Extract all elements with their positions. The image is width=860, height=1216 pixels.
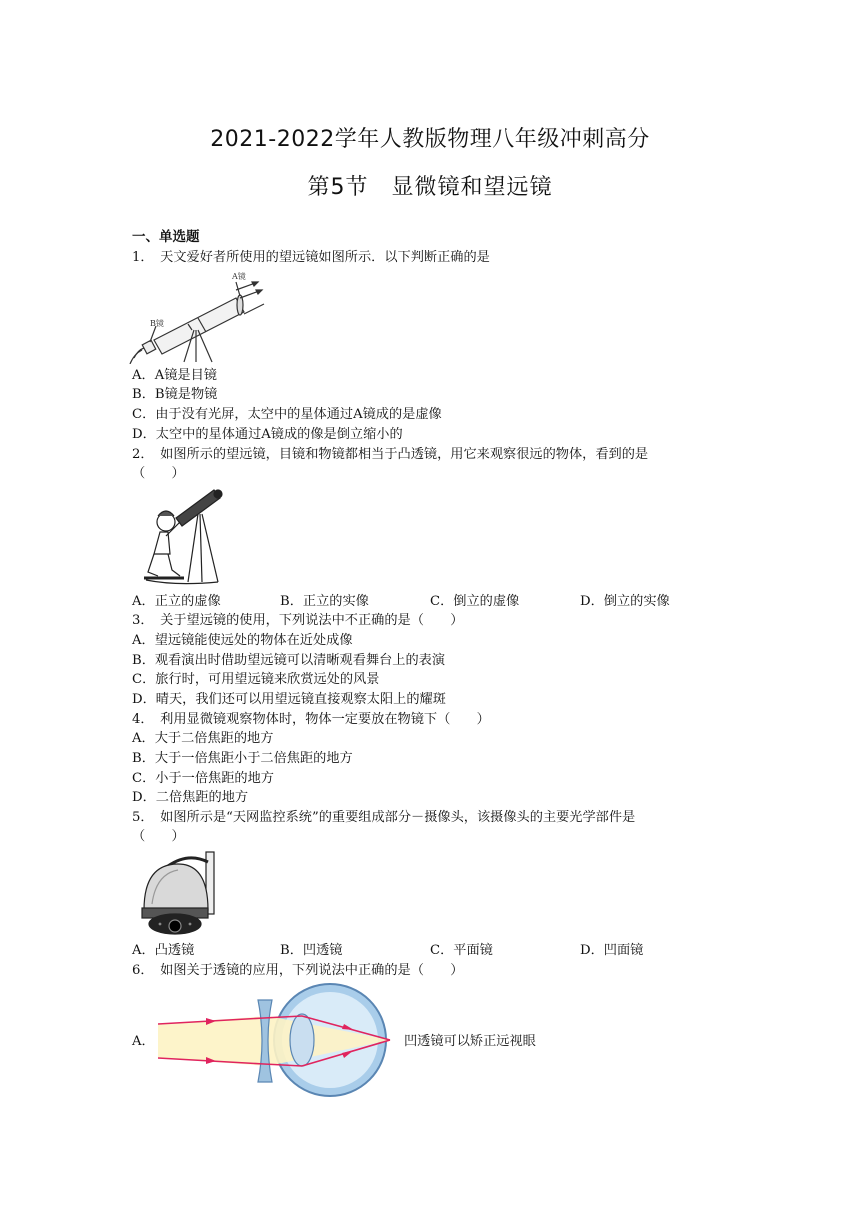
security-camera-image [134,848,218,936]
fig-label-a: A镜 [232,272,246,281]
q1-stem: 1． 天文爱好者所使用的望远镜如图所示．以下判断正确的是 [132,250,490,265]
q2-stem: 2． 如图所示的望远镜，目镜和物镜都相当于凸透镜，用它来观察很远的物体，看到的是 [132,447,649,462]
q3-stem: 3． 关于望远镜的使用，下列说法中不正确的是（ ） [132,613,464,628]
q5-option-a: A．凸透镜 [132,943,195,958]
q5-stem: 5． 如图所示是“天网监控系统”的重要组成部分－摄像头，该摄像头的主要光学部件是 [132,810,636,825]
q3-option-a: A．望远镜能使远处的物体在近处成像 [132,633,353,648]
q2-option-a: A．正立的虚像 [132,594,221,609]
document-subtitle: 第5节 显微镜和望远镜 [307,175,553,200]
q4-option-b: B．大于一倍焦距小于二倍焦距的地方 [132,751,353,766]
q2-paren: （ ） [132,466,185,481]
q6-option-a-caption: 凹透镜可以矫正远视眼 [404,1034,536,1049]
q5-options [132,942,643,960]
q1-option-c: C．由于没有光屏，太空中的星体通过A镜成的是虚像 [132,407,442,422]
q5-option-c: C．平面镜 [430,943,493,958]
q4-option-a: A．大于二倍焦距的地方 [132,731,274,746]
q3-option-b: B．观看演出时借助望远镜可以清晰观看舞台上的表演 [132,653,446,668]
q4-option-c: C．小于一倍焦距的地方 [132,771,274,786]
telescope-diagram [128,268,268,364]
q6-option-a-letter: A． [132,1034,155,1049]
q6-stem: 6． 如图关于透镜的应用，下列说法中正确的是（ ） [132,963,464,978]
fig-label-b: B镜 [150,319,164,328]
q5-option-b: B．凹透镜 [280,943,343,958]
q5-paren: （ ） [132,829,185,844]
q4-stem: 4． 利用显微镜观察物体时，物体一定要放在物镜下（ ） [132,712,490,727]
q3-option-c: C．旅行时，可用望远镜来欣赏远处的风景 [132,672,380,687]
q2-options [132,593,670,611]
q4-option-d: D．二倍焦距的地方 [132,790,249,805]
q3-option-d: D．晴天，我们还可以用望远镜直接观察太阳上的耀斑 [132,692,446,707]
q2-option-b: B．正立的实像 [280,594,369,609]
person-with-telescope-image [140,484,230,588]
q2-option-c: C．倒立的虚像 [430,594,520,609]
q1-option-d: D．太空中的星体通过A镜成的像是倒立缩小的 [132,427,403,442]
eye-lens-diagram [158,982,398,1100]
section-heading: 一、单选题 [132,229,200,245]
q2-option-d: D．倒立的实像 [580,594,670,609]
q1-option-a: A．A镜是目镜 [132,368,217,383]
q1-option-b: B．B镜是物镜 [132,387,218,402]
q5-option-d: D．凹面镜 [580,943,644,958]
document-title: 2021-2022学年人教版物理八年级冲刺高分 [210,127,650,152]
